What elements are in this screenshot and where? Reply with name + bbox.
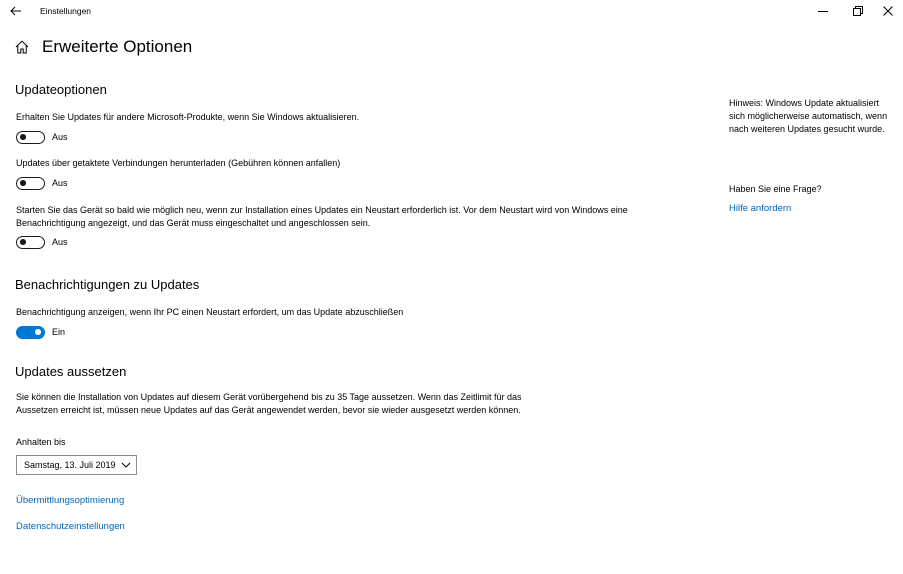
toggle-restart-notification[interactable]	[16, 326, 45, 339]
maximize-button[interactable]	[842, 0, 874, 22]
toggle-restart-asap[interactable]	[16, 236, 45, 249]
page-title: Erweiterte Optionen	[42, 37, 193, 56]
setting-label-restart-notification: Benachrichtigung anzeigen, wenn Ihr PC einen Neustart erfordert, um das Update abzuschließen	[16, 307, 404, 317]
minimize-icon	[818, 6, 828, 16]
toggle-state-label: Aus	[52, 237, 68, 247]
setting-label-other-products: Erhalten Sie Updates für andere Microsoft-Produkte, wenn Sie Windows aktualisieren.	[16, 112, 360, 122]
back-button[interactable]	[6, 2, 26, 20]
setting-label-restart-asap: Starten Sie das Gerät so bald wie möglich neu, wenn zur Installation eines Updates ein Neustart erforderlich ist. Vor dem Neustart wird von Windows eine Benachrichtigung angezeigt, und das Gerät muss eingeschaltet und angeschlossen sein.	[16, 205, 628, 228]
section-heading-update-options: Updateoptionen	[15, 82, 107, 97]
toggle-state-label: Aus	[52, 178, 68, 188]
toggle-other-products[interactable]	[16, 131, 45, 144]
setting-label-metered-connections: Updates über getaktete Verbindungen herunterladen (Gebühren können anfallen)	[16, 158, 341, 168]
restore-icon	[853, 6, 863, 16]
close-button[interactable]	[872, 0, 903, 22]
get-help-link[interactable]: Hilfe anfordern	[729, 203, 792, 214]
toggle-metered-connections[interactable]	[16, 177, 45, 190]
home-icon	[15, 40, 29, 54]
toggle-knob	[20, 134, 26, 140]
section-heading-notifications: Benachrichtigungen zu Updates	[15, 277, 200, 292]
toggle-state-label: Ein	[52, 327, 66, 337]
arrow-left-icon	[10, 6, 22, 16]
minimize-button[interactable]	[807, 0, 839, 22]
question-heading: Haben Sie eine Frage?	[729, 184, 822, 194]
pause-description: Sie können die Installation von Updates auf diesem Gerät vorübergehend bis zu 35 Tage aussetzen. Wenn das Zeitlimit für das Aussetzen erreicht ist, müssen neue Updates auf das Gerät angewendet werden, bevor sie wieder ausgesetzt werden können.	[16, 392, 522, 415]
app-title: Einstellungen	[40, 6, 92, 16]
toggle-knob	[35, 329, 41, 335]
home-button[interactable]	[15, 40, 31, 56]
pause-until-dropdown[interactable]	[16, 455, 137, 475]
pause-until-value: Samstag, 13. Juli 2019	[24, 460, 116, 470]
close-icon	[883, 6, 893, 16]
privacy-settings-link[interactable]: Datenschutzeinstellungen	[16, 521, 125, 532]
toggle-knob	[20, 180, 26, 186]
pause-until-label: Anhalten bis	[16, 437, 66, 447]
delivery-optimization-link[interactable]: Übermittlungsoptimierung	[16, 495, 125, 506]
toggle-knob	[20, 239, 26, 245]
section-heading-pause-updates: Updates aussetzen	[15, 364, 127, 379]
title-bar	[0, 0, 903, 24]
toggle-state-label: Aus	[52, 132, 68, 142]
chevron-down-icon	[121, 461, 131, 469]
windows-update-hint: Hinweis: Windows Update aktualisiert sich möglicherweise automatisch, wenn nach weiteren Updates gesucht wurde.	[729, 98, 888, 135]
